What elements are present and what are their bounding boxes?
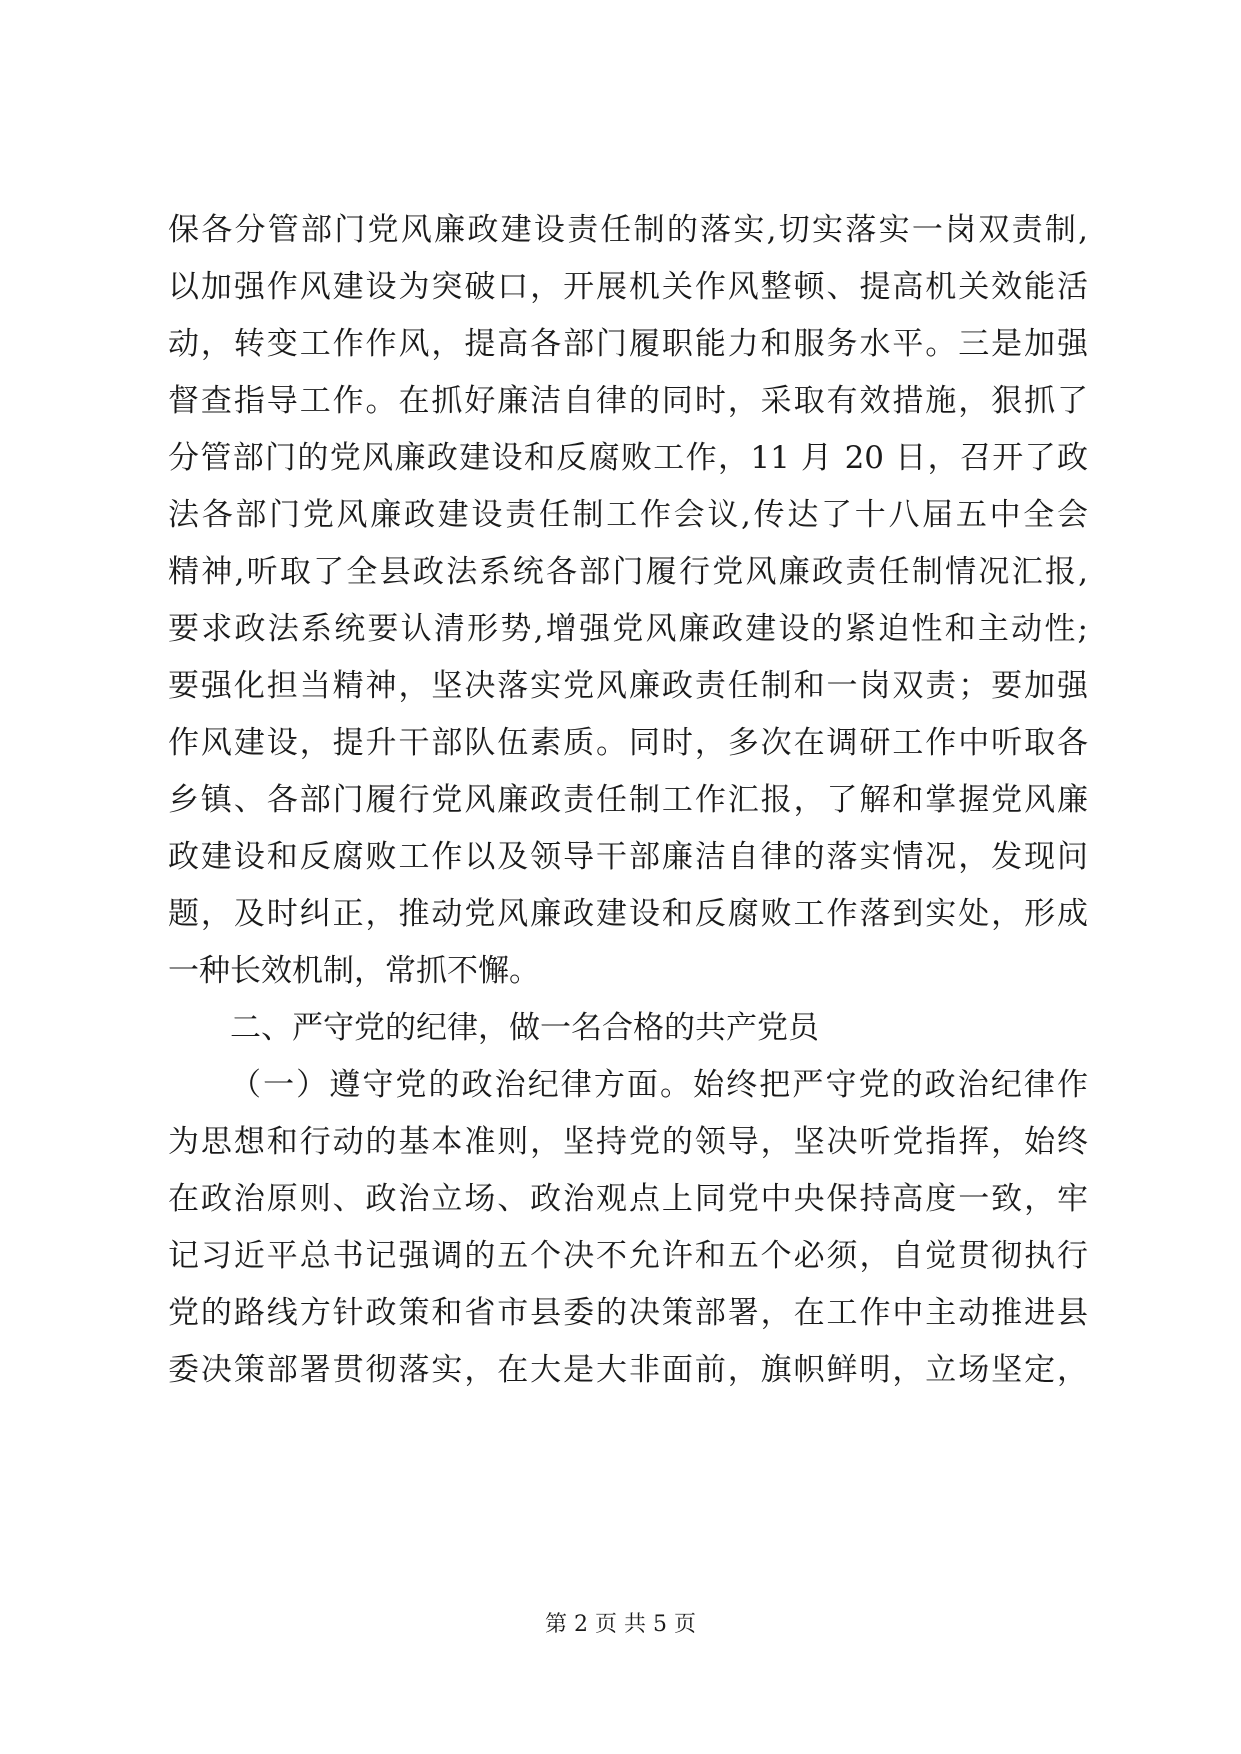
body-line-13: 题，及时纠正，推动党风廉政建设和反腐败工作落到实处，形成 <box>168 896 1088 932</box>
body-line-17: 为思想和行动的基本准则，坚持党的领导，坚决听党指挥，始终 <box>168 1124 1088 1160</box>
body-line-5: 分管部门的党风廉政建设和反腐败工作，11 月 20 日，召开了政 <box>168 440 1088 476</box>
body-line-19: 记习近平总书记强调的五个决不允许和五个必须，自觉贯彻执行 <box>168 1238 1088 1274</box>
body-line-7: 精神,听取了全县政法系统各部门履行党风廉政责任制情况汇报, <box>168 554 1088 590</box>
page-number-footer: 第 2 页 共 5 页 <box>545 1612 696 1637</box>
body-line-4: 督查指导工作。在抓好廉洁自律的同时，采取有效措施，狠抓了 <box>168 383 1088 419</box>
body-line-12: 政建设和反腐败工作以及领导干部廉洁自律的落实情况，发现问 <box>168 839 1088 875</box>
body-line-3: 动，转变工作作风，提高各部门履职能力和服务水平。三是加强 <box>168 326 1088 362</box>
body-line-8: 要求政法系统要认清形势,增强党风廉政建设的紧迫性和主动性; <box>168 611 1088 647</box>
body-line-21: 委决策部署贯彻落实，在大是大非面前，旗帜鲜明，立场坚定， <box>168 1352 1088 1388</box>
body-line-6: 法各部门党风廉政建设责任制工作会议,传达了十八届五中全会 <box>168 497 1088 533</box>
body-line-16: （一）遵守党的政治纪律方面。始终把严守党的政治纪律作 <box>230 1067 1088 1103</box>
body-line-2: 以加强作风建设为突破口，开展机关作风整顿、提高机关效能活 <box>168 269 1088 305</box>
body-line-1: 保各分管部门党风廉政建设责任制的落实,切实落实一岗双责制, <box>168 212 1088 248</box>
body-line-14: 一种长效机制，常抓不懈。 <box>168 953 540 989</box>
body-line-18: 在政治原则、政治立场、政治观点上同党中央保持高度一致，牢 <box>168 1181 1088 1217</box>
body-line-9: 要强化担当精神，坚决落实党风廉政责任制和一岗双责；要加强 <box>168 668 1088 704</box>
section-heading: 二、严守党的纪律，做一名合格的共产党员 <box>230 1010 819 1046</box>
body-line-11: 乡镇、各部门履行党风廉政责任制工作汇报，了解和掌握党风廉 <box>168 782 1088 818</box>
body-line-10: 作风建设，提升干部队伍素质。同时，多次在调研工作中听取各 <box>168 725 1088 761</box>
body-line-20: 党的路线方针政策和省市县委的决策部署，在工作中主动推进县 <box>168 1295 1088 1331</box>
